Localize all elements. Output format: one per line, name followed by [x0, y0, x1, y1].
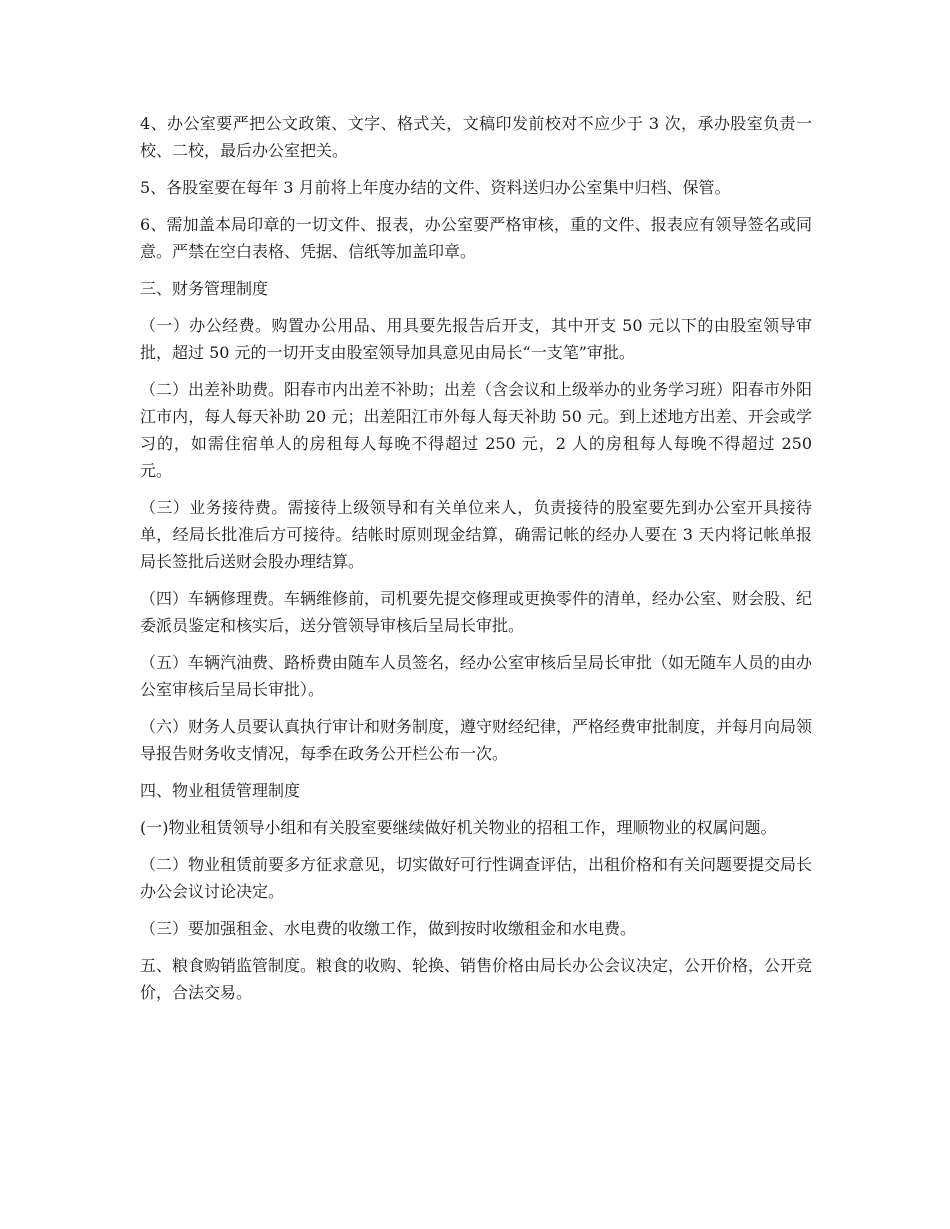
paragraph-office-expenses: （一）办公经费。购置办公用品、用具要先报告后开支，其中开支 50 元以下的由股室领导审批，超过 50 元的一切开支由股室领导加具意见由局长“一支笔”审批。 [140, 316, 812, 362]
section-heading-property-lease: 四、物业租赁管理制度 [140, 781, 301, 800]
paragraph-reception-expenses: （三）业务接待费。需接待上级领导和有关单位来人，负责接待的股室要先到办公室开具接待单，经局长批准后方可接待。结帐时原则现金结算，确需记帐的经办人要在 3 天内将记帐单报局长签批后送财会股办理结算。 [140, 498, 812, 571]
paragraph-travel-allowance: （二）出差补助费。阳春市内出差不补助；出差（含会议和上级举办的业务学习班）阳春市外阳江市内，每人每天补助 20 元；出差阳江市外每人每天补助 50 元。到上述地方出差、开会或学习的，如需住宿单人的房租每人每晚不得超过 250 元，2 人的房租每人每晚不得超过 250 元。 [140, 380, 813, 480]
paragraph-grain-supervision: 五、粮食购销监管制度。粮食的收购、轮换、销售价格由局长办公会议决定，公开价格，公开竞价，合法交易。 [140, 956, 813, 1002]
paragraph-vehicle-fuel: （五）车辆汽油费、路桥费由随车人员签名，经办公室审核后呈局长审批（如无随车人员的由办公室审核后呈局长审批）。 [140, 653, 813, 699]
paragraph-rent-collection: （三）要加强租金、水电费的收缴工作，做到按时收缴租金和水电费。 [140, 919, 637, 938]
paragraph-finance-staff: （六）财务人员要认真执行审计和财务制度，遵守财经纪律，严格经费审批制度，并每月向局领导报告财务收支情况，每季在政务公开栏公布一次。 [140, 717, 813, 763]
paragraph-lease-group: (一)物业租赁领导小组和有关股室要继续做好机关物业的招租工作，理顺物业的权属问题。 [140, 818, 777, 837]
document-page [140, 110, 812, 1016]
section-heading-finance: 三、财务管理制度 [140, 279, 269, 298]
paragraph-lease-evaluation: （二）物业租赁前要多方征求意见，切实做好可行性调查评估，出租价格和有关问题要提交局长办公会议讨论决定。 [140, 855, 813, 901]
paragraph-vehicle-repair: （四）车辆修理费。车辆维修前，司机要先提交修理或更换零件的清单，经办公室、财会股、纪委派员鉴定和核实后，送分管领导审核后呈局长审批。 [140, 589, 813, 635]
paragraph-item-4: 4、办公室要严把公文政策、文字、格式关，文稿印发前校对不应少于 3 次，承办股室负责一校、二校，最后办公室把关。 [140, 114, 812, 160]
paragraph-item-5: 5、各股室要在每年 3 月前将上年度办结的文件、资料送归办公室集中归档、保管。 [140, 178, 731, 197]
paragraph-item-6: 6、需加盖本局印章的一切文件、报表，办公室要严格审核，重的文件、报表应有领导签名或同意。严禁在空白表格、凭据、信纸等加盖印章。 [140, 215, 812, 261]
